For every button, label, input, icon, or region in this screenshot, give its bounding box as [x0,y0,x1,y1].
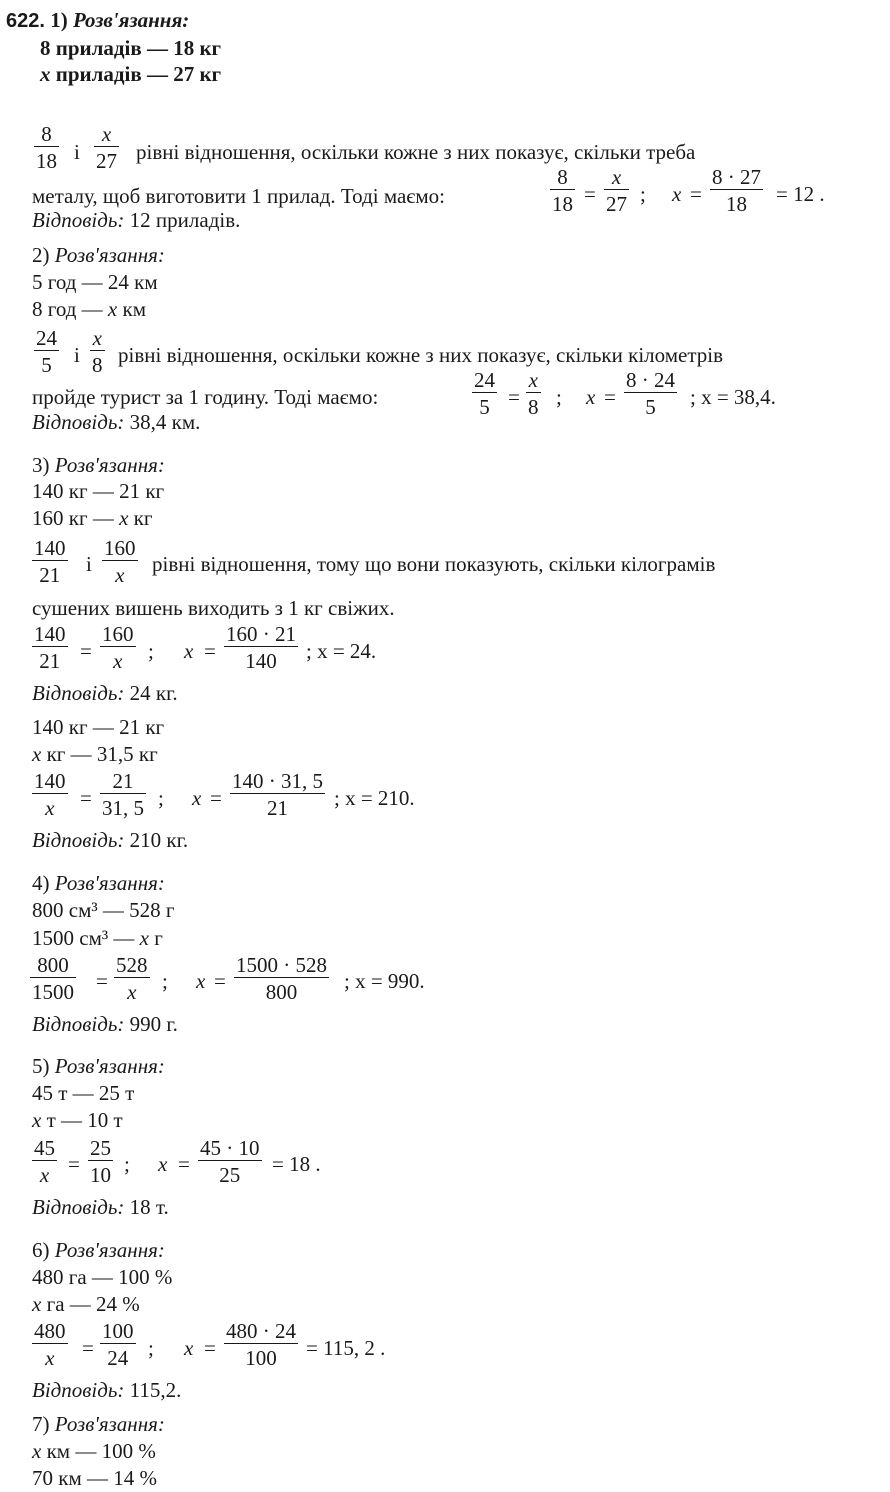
fraction: 25 10 [90,1136,111,1187]
variable: x [158,1152,168,1176]
semicolon: ; [162,969,168,993]
equals-sign: = [80,786,92,810]
part-header: 6) Розв'язання: [32,1238,165,1262]
result: ; x = 210. [334,786,415,810]
answer-line: Відповідь: 990 г. [32,1012,178,1036]
given-line: 8 приладів — 18 кг [40,36,222,60]
variable: x [184,639,194,663]
semicolon: ; [640,182,646,206]
answer-line: Відповідь: 12 приладів. [32,208,241,232]
given-line: 800 см³ — 528 г [32,898,175,922]
fraction: 140 21 [34,622,66,673]
text-line: рівні відношення, тому що вони показують, скільки кілограмів [152,552,716,576]
fraction: 8 18 [36,122,57,173]
equals-sign: = [604,385,616,409]
text-line: рівні відношення, оскільки кожне з них показує, скільки треба [136,140,696,164]
given-line: 8 год — x км [32,297,146,321]
given-line: 1500 см³ — x г [32,926,163,950]
fraction: 160 · 21 140 [226,622,296,673]
variable: x [184,1336,194,1360]
fraction: 8 18 [552,165,573,216]
equals-sign: = [204,1336,216,1360]
equals-sign: = [690,182,702,206]
result: ; x = 38,4. [690,385,776,409]
fraction: 140 21 [34,536,66,587]
text-line: сушених вишень виходить з 1 кг свіжих. [32,596,395,620]
answer-line: Відповідь: 18 т. [32,1195,169,1219]
fraction: 528 x [116,953,148,1004]
variable: x [196,969,206,993]
conjunction: і [74,343,80,367]
given-line: x га — 24 % [32,1292,140,1316]
fraction: 480 x [34,1319,66,1370]
part-header: 7) Розв'язання: [32,1412,165,1436]
conjunction: і [74,140,80,164]
equals-sign: = [68,1152,80,1176]
fraction: x 27 [96,122,117,173]
problem-header [6,8,189,33]
fraction: 480 · 24 100 [226,1319,296,1370]
result: = 12 . [776,182,825,206]
result: ; x = 990. [344,969,425,993]
given-line: 480 га — 100 % [32,1265,173,1289]
given-line: x км — 100 % [32,1439,156,1463]
problem-number: 622. [6,10,45,32]
fraction: 160 x [102,622,134,673]
given-line: 160 кг — x кг [32,506,153,530]
part-header: 4) Розв'язання: [32,871,165,895]
given-line: x приладів — 27 кг [40,62,222,86]
fraction: 160 x [104,536,136,587]
given-line: 45 т — 25 т [32,1081,135,1105]
result: = 18 . [272,1152,321,1176]
answer-line: Відповідь: 115,2. [32,1378,182,1402]
part-header: 3) Розв'язання: [32,453,165,477]
given-line: x кг — 31,5 кг [32,742,158,766]
given-line: 140 кг — 21 кг [32,715,165,739]
fraction: 8 · 24 5 [626,368,675,419]
semicolon: ; [556,385,562,409]
variable: x [586,385,596,409]
equals-sign: = [204,639,216,663]
fraction: x 8 [528,368,539,419]
fraction: 140 x [34,769,66,820]
semicolon: ; [124,1152,130,1176]
fraction: 24 5 [474,368,495,419]
conjunction: і [86,552,92,576]
fraction: 24 5 [36,326,57,377]
answer-line: Відповідь: 38,4 км. [32,410,201,434]
semicolon: ; [148,1336,154,1360]
result: = 115, 2 . [306,1336,386,1360]
text-line: пройде турист за 1 годину. Тоді маємо: [32,385,379,409]
part-header: 2) Розв'язання: [32,243,165,267]
equals-sign: = [96,969,108,993]
equals-sign: = [80,639,92,663]
equals-sign: = [508,385,520,409]
solution-heading: Розв'язання: [72,8,190,32]
answer-line: Відповідь: 24 кг. [32,681,178,705]
fraction: 21 31, 5 [102,769,144,820]
fraction: x 8 [92,326,103,377]
text-line: рівні відношення, оскільки кожне з них показує, скільки кілометрів [118,343,724,367]
given-line: 5 год — 24 км [32,270,158,294]
equals-sign: = [178,1152,190,1176]
given-line: 70 км — 14 % [32,1466,157,1490]
equals-sign: = [82,1336,94,1360]
fraction: 45 x [34,1136,55,1187]
fraction: 8 · 27 18 [712,165,761,216]
given-line: x т — 10 т [32,1108,123,1132]
result: ; x = 24. [306,639,377,663]
variable: x [672,182,682,206]
equals-sign: = [210,786,222,810]
variable: x [192,786,202,810]
fraction: 100 24 [102,1319,134,1370]
part-label: 1) [50,8,68,32]
fraction: 45 · 10 25 [200,1136,260,1187]
part-header: 5) Розв'язання: [32,1054,165,1078]
fraction: x 27 [606,165,627,216]
equals-sign: = [214,969,226,993]
given-line: 140 кг — 21 кг [32,479,165,503]
fraction: 800 1500 [32,953,74,1004]
equals-sign: = [584,182,596,206]
text-line: металу, щоб виготовити 1 прилад. Тоді маємо: [32,184,445,208]
semicolon: ; [148,639,154,663]
answer-line: Відповідь: 210 кг. [32,828,189,852]
fraction: 1500 · 528 800 [236,953,327,1004]
semicolon: ; [158,786,164,810]
fraction: 140 · 31, 5 21 [232,769,323,820]
